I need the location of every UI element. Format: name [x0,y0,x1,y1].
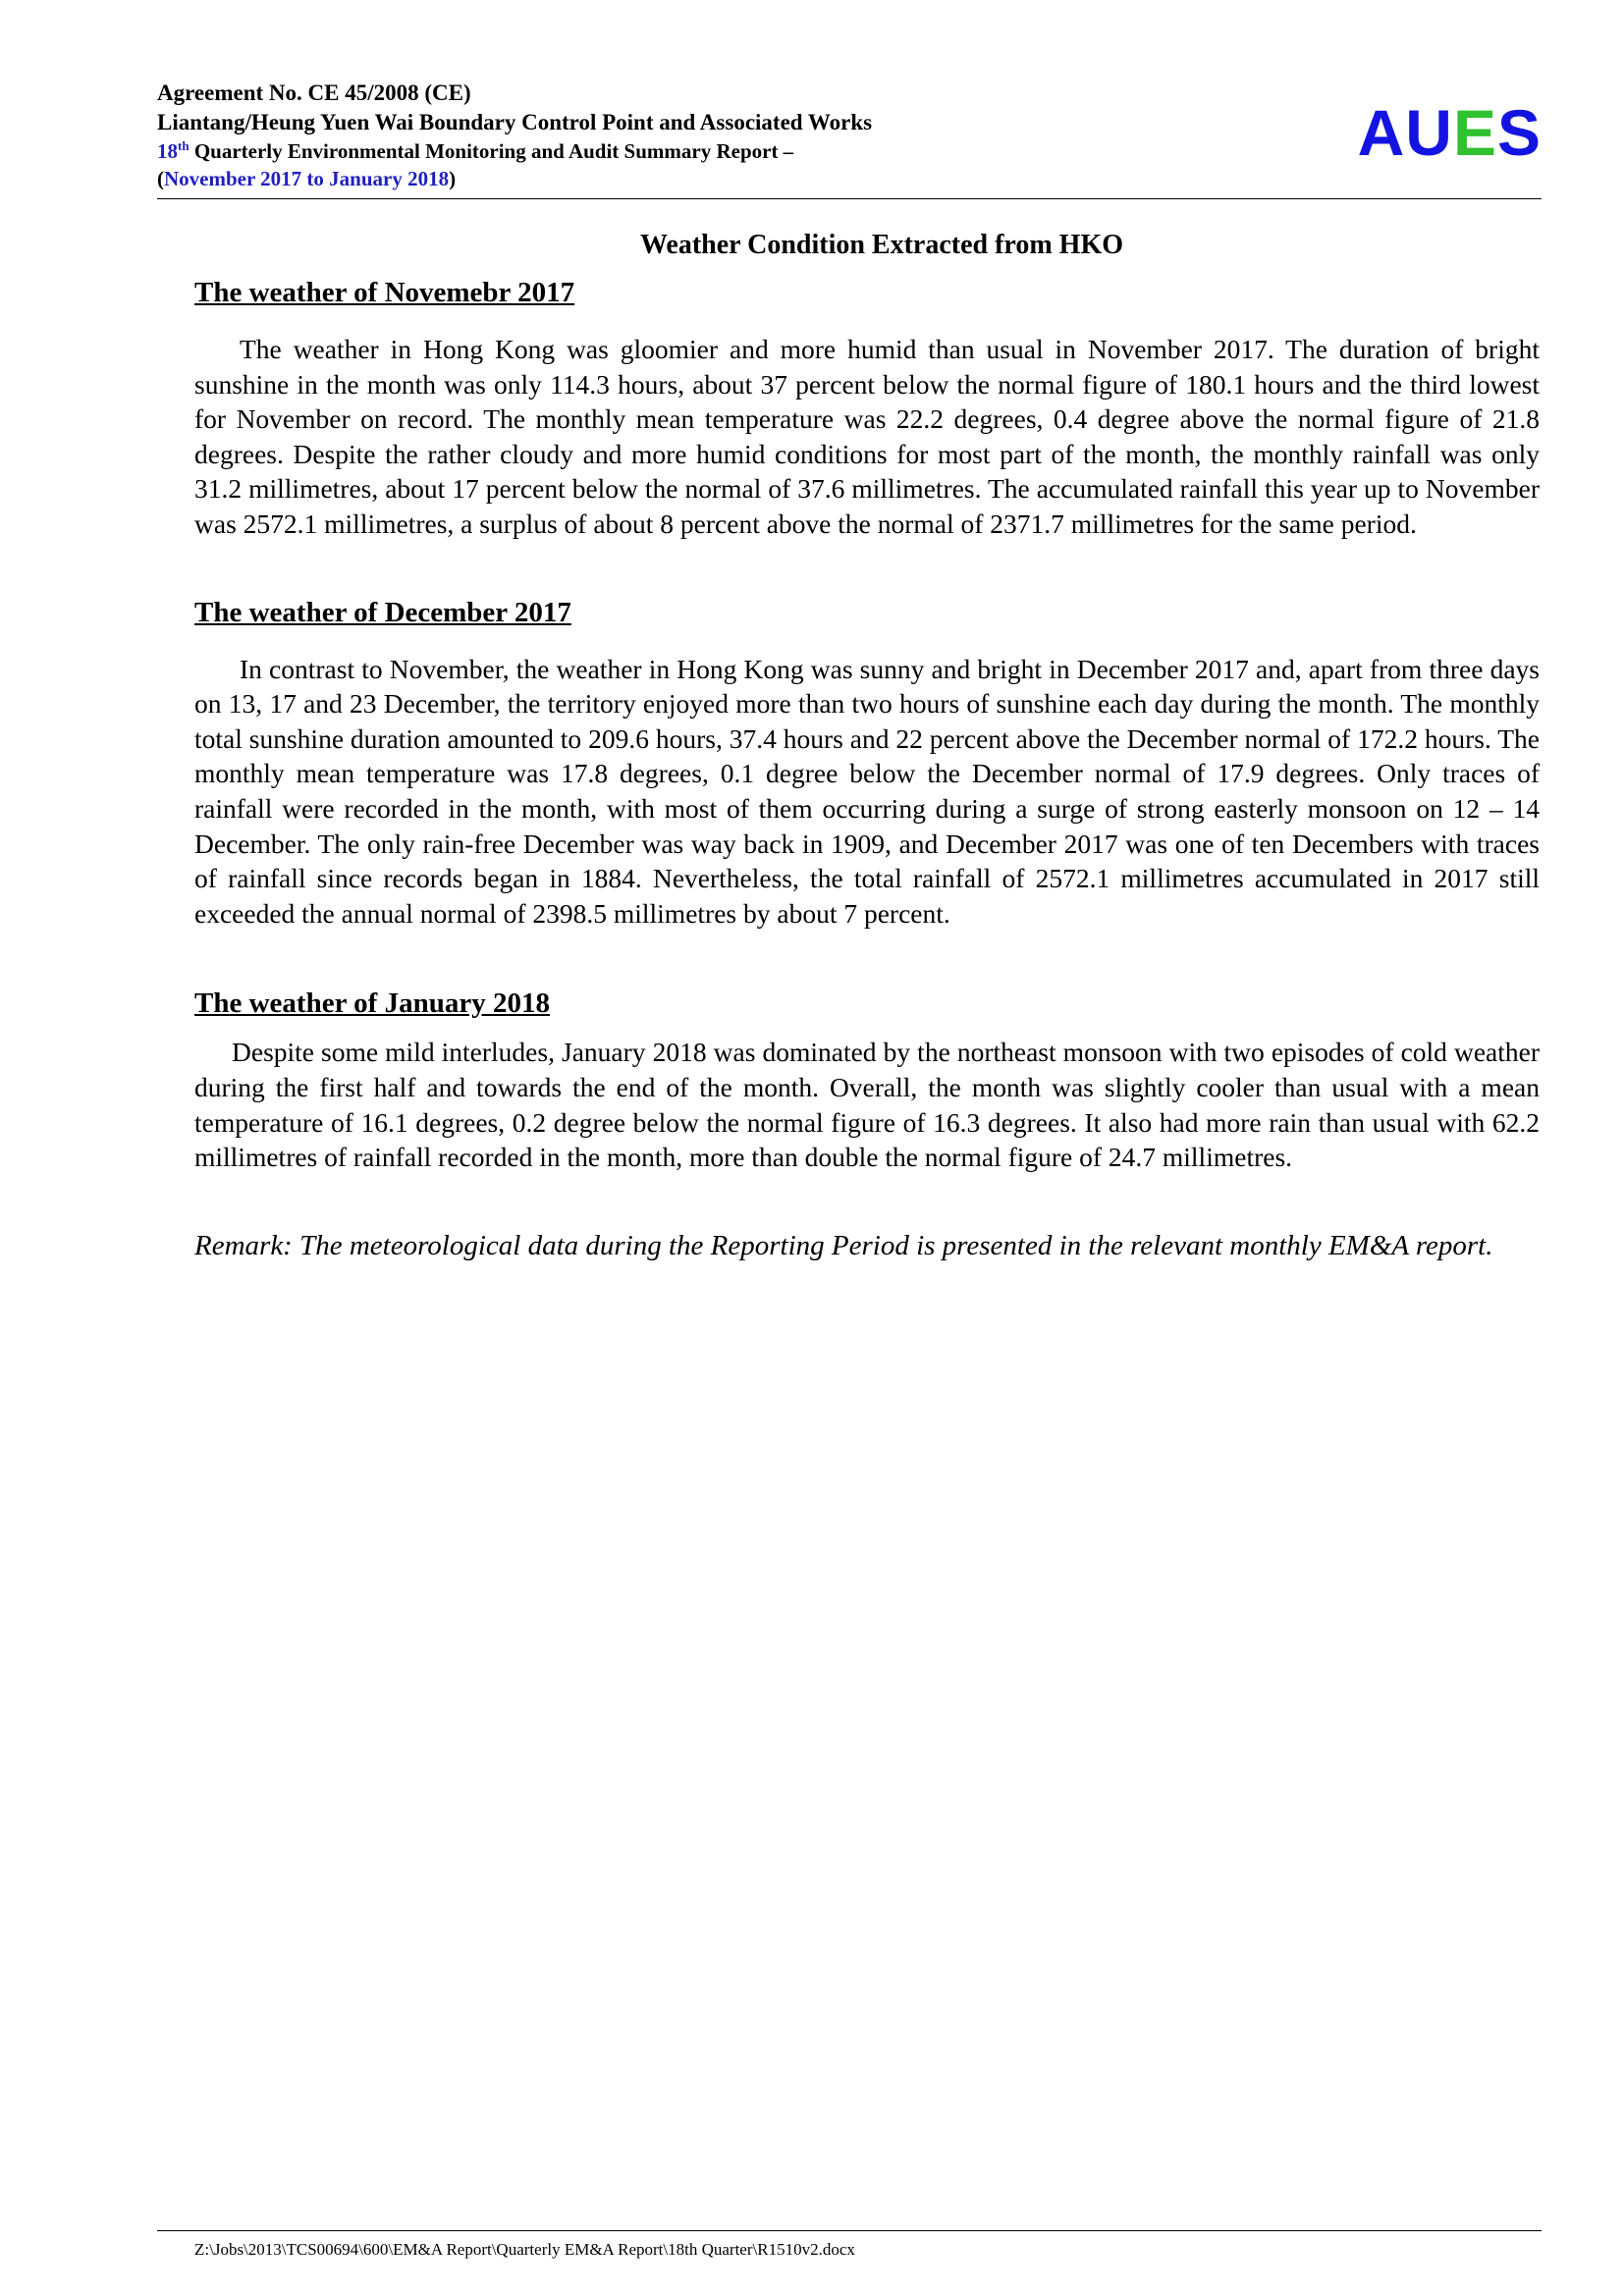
section-heading: The weather of Novemebr 2017 [194,277,575,308]
logo-letter-s: S [1496,96,1542,169]
report-title-text: Quarterly Environmental Monitoring and Audit Summary Report – [189,139,794,163]
section-spacer [194,542,1540,595]
footer-divider [157,2230,1542,2231]
section-spacer [194,931,1540,986]
section-december-2017 [194,595,1540,932]
project-title: Liantang/Heung Yuen Wai Boundary Control Point and Associated Works [157,110,873,134]
page-header [157,79,1542,198]
period-open-paren: ( [157,167,164,190]
section-paragraph: The weather in Hong Kong was gloomier and more humid than usual in November 2017. The duration of bright sunshine in the month was only 114.3 hours, about 37 percent below the normal figure of 180.1 hours and the third lowest for November on record. The monthly mean temperature was 22.2 degrees, 0.4 degree above the normal figure of 21.8 degrees. Despite the rather cloudy and more humid conditions for most part of the month, the monthly rainfall was only 31.2 millimetres, about 17 percent below the normal of 37.6 millimetres. The accumulated rainfall this year up to November was 2572.1 millimetres, a surplus of about 8 percent above the normal of 2371.7 millimetres for the same period. [194,334,1540,539]
aues-logo [1358,98,1542,167]
agreement-number: Agreement No. CE 45/2008 (CE) [157,80,471,105]
section-january-2018 [194,986,1540,1174]
section-paragraph: In contrast to November, the weather in Hong Kong was sunny and bright in December 2017 and, apart from three days on 13, 17 and 23 December, the territory enjoyed more than two hours of sunshine each day during the month. The monthly total sunshine duration amounted to 209.6 hours, 37.4 hours and 22 percent above the December normal of 172.2 hours. The monthly mean temperature was 17.8 degrees, 0.1 degree below the December normal of 17.9 degrees. Only traces of rainfall were recorded in the month, with most of them occurring during a surge of strong easterly monsoon on 12 – 14 December. The only rain-free December was way back in 1909, and December 2017 was one of ten Decembers with traces of rainfall since records began in 1884. Nevertheless, the total rainfall of 2572.1 millimetres accumulated in 2017 still exceeded the annual normal of 2398.5 millimetres by about 7 percent. [194,653,1540,929]
report-number-suffix: th [178,138,189,153]
logo-letter-e: E [1452,96,1497,169]
report-title [157,137,872,165]
section-paragraph: Despite some mild interludes, January 2018 was dominated by the northeast monsoon with two episodes of cold weather during the first half and towards the end of the month. Overall, the month was slightly cooler than usual with a mean temperature of 16.1 degrees, 0.2 degree below the normal figure of 16.3 degrees. It also had more rain than usual with 62.2 millimetres of rainfall recorded in the month, more than double the normal figure of 24.7 millimetres. [194,1037,1540,1173]
footer-file-path: Z:\Jobs\2013\TCS00694\600\EM&A Report\Quarterly EM&A Report\18th Quarter\R1510v2.docx [194,2240,855,2259]
remark-note: Remark: The meteorological data during the Reporting Period is presented in the relevant monthly EM&A report. [194,1229,1493,1261]
section-heading: The weather of January 2018 [194,988,550,1020]
document-title: Weather Condition Extracted from HKO [639,230,1124,260]
logo-letter-a: A [1357,96,1406,169]
period-close-paren: ) [449,167,457,190]
logo-letter-u: U [1405,96,1453,169]
section-november-2017 [194,275,1540,542]
section-heading: The weather of December 2017 [194,596,571,628]
header-text-block [157,79,872,192]
period-text: November 2017 to January 2018 [164,167,450,190]
document-body [194,228,1540,1263]
report-number: 18 [157,139,178,163]
section-spacer [194,1175,1540,1228]
header-divider [157,198,1542,199]
reporting-period [157,165,872,192]
